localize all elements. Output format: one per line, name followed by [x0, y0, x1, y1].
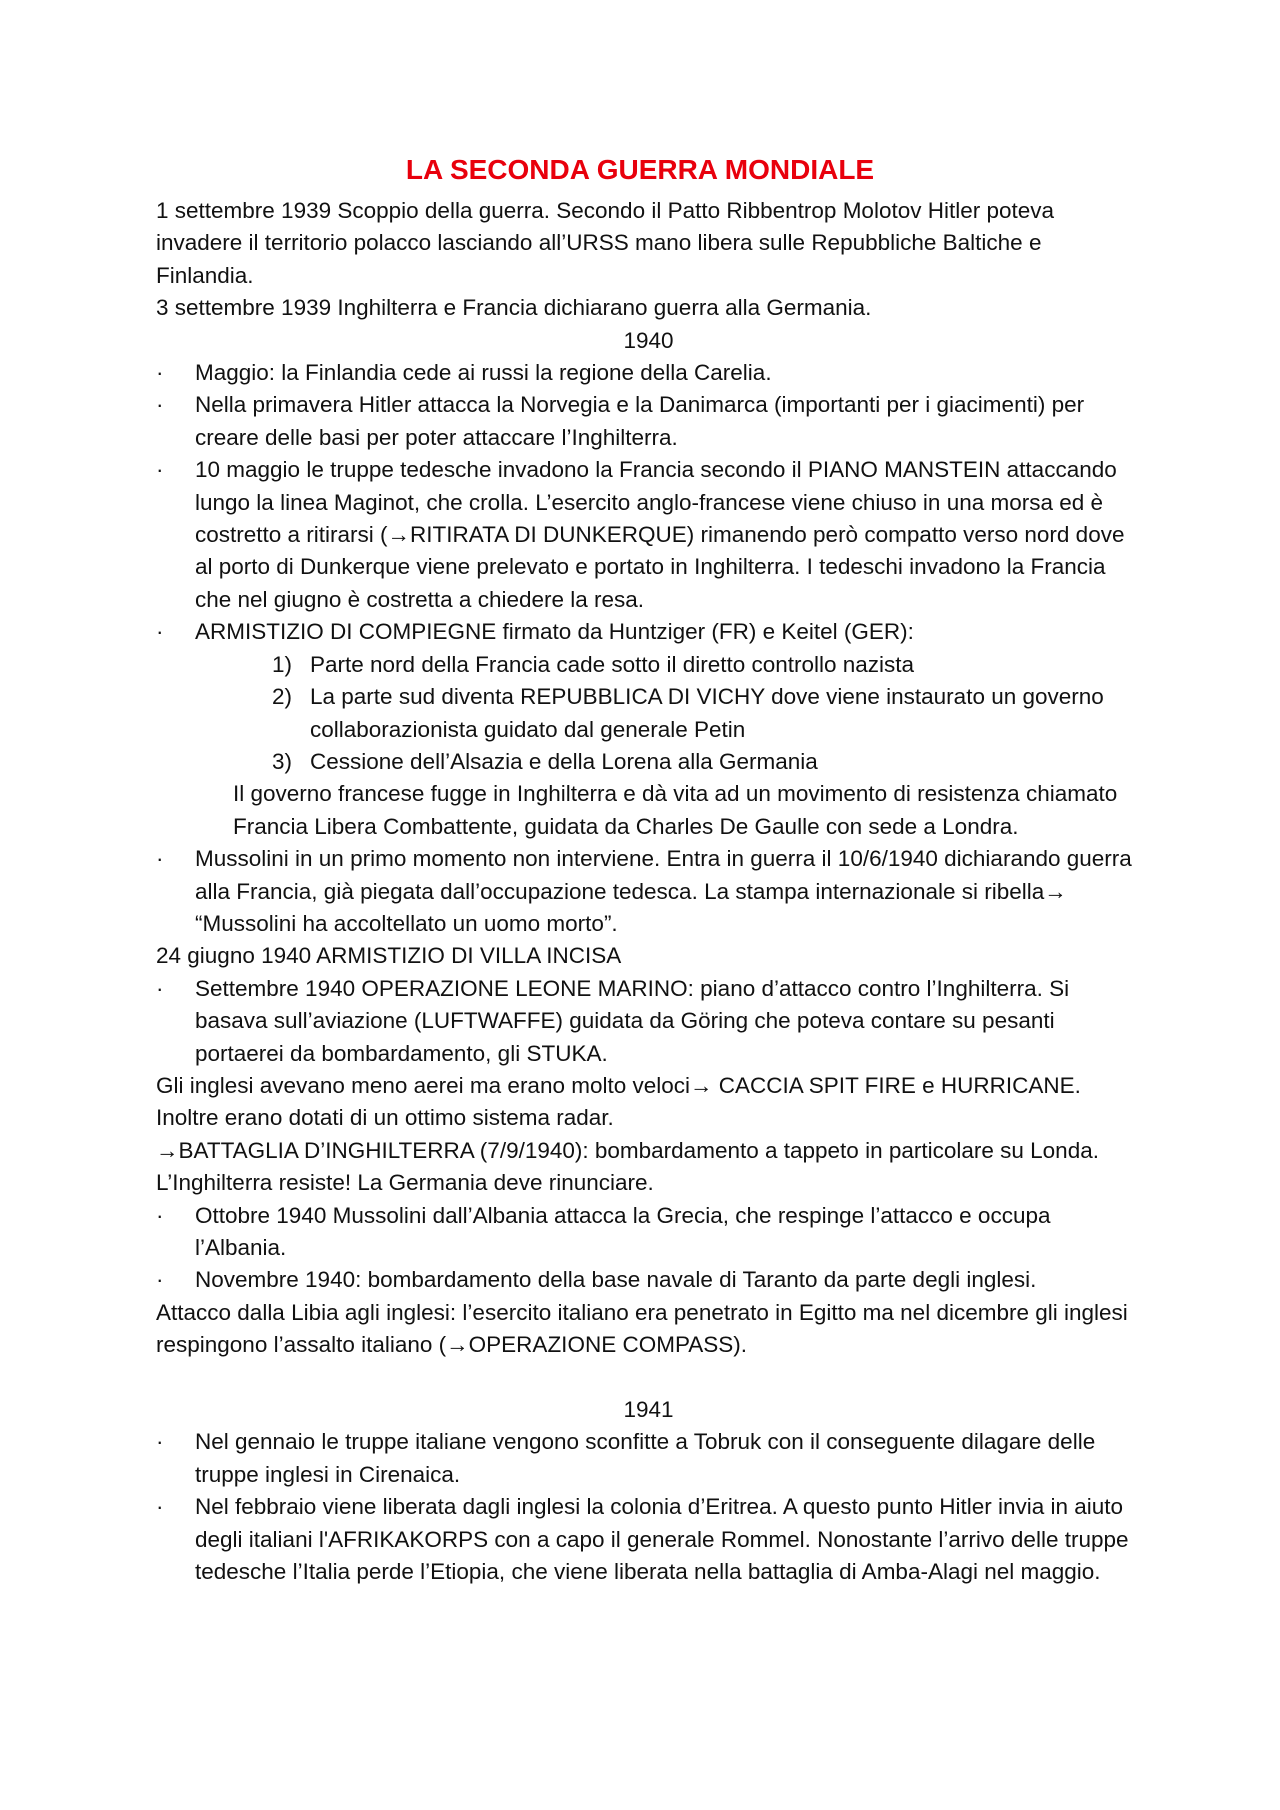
numbered-item-text: La parte sud diventa REPUBBLICA DI VICHY dove viene instaurato un governo collaborazionista guidato dal generale Petin: [310, 684, 1104, 742]
list-item-text: 10 maggio le truppe tedesche invadono la Francia secondo il PIANO MANSTEIN attaccando lungo la linea Maginot, che crolla. L’esercito anglo-francese viene chiuso in una morsa ed è costretto a ritirarsi (→RITIRATA DI DUNKERQUE) rimanendo però compatto verso nord dove al porto di Dunkerque viene prelevato e portato in Inghilterra. I tedeschi invadono la Francia che nel giugno è costretta a chiedere la resa.: [195, 457, 1125, 612]
bullet-icon: ·: [156, 1494, 164, 1520]
list-item: [156, 454, 1141, 616]
item-number: 3): [272, 748, 293, 774]
list-item: [156, 389, 1141, 454]
list-item-text: Mussolini in un primo momento non interviene. Entra in guerra il 10/6/1940 dichiarando guerra alla Francia, già piegata dall’occupazione tedesca. La stampa internazionale si ribella→ “Mussolini ha accoltellato un uomo morto”.: [195, 846, 1132, 936]
bullet-icon: ·: [156, 1429, 164, 1455]
year-heading-1941: 1941: [623, 1397, 674, 1423]
paragraph-inglesi: Gli inglesi avevano meno aerei ma erano molto veloci→ CACCIA SPIT FIRE e HURRICANE. Inoltre erano dotati di un ottimo sistema radar.: [156, 1072, 1081, 1131]
paragraph-villa-incisa: 24 giugno 1940 ARMISTIZIO DI VILLA INCISA: [156, 943, 622, 969]
numbered-item: [156, 746, 1141, 778]
list-item: [156, 1426, 1141, 1491]
list-item: [156, 616, 1141, 648]
list-item: [156, 1200, 1141, 1265]
list-item-text: Novembre 1940: bombardamento della base navale di Taranto da parte degli inglesi.: [195, 1267, 1037, 1293]
numbered-item-text: Cessione dell’Alsazia e della Lorena alla Germania: [310, 748, 818, 774]
paragraph-libia: Attacco dalla Libia agli inglesi: l’esercito italiano era penetrato in Egitto ma nel dicembre gli inglesi respingono l’assalto italiano (→OPERAZIONE COMPASS).: [156, 1299, 1128, 1358]
blank-line: [156, 1362, 1141, 1394]
numbered-item: [156, 649, 1141, 681]
list-item-text: Ottobre 1940 Mussolini dall’Albania attacca la Grecia, che respinge l’attacco e occupa l’Albania.: [195, 1202, 1051, 1260]
list-item-text: Nella primavera Hitler attacca la Norvegia e la Danimarca (importanti per i giacimenti) per creare delle basi per poter attaccare l’Inghilterra.: [195, 392, 1085, 450]
list-item: [156, 843, 1141, 940]
numbered-item-text: Parte nord della Francia cade sotto il diretto controllo nazista: [310, 651, 915, 677]
paragraph-intro-2: 3 settembre 1939 Inghilterra e Francia dichiarano guerra alla Germania.: [156, 295, 872, 321]
list-item-text: Maggio: la Finlandia cede ai russi la regione della Carelia.: [195, 360, 772, 386]
year-heading-1940: 1940: [623, 327, 674, 353]
page-title: LA SECONDA GUERRA MONDIALE: [405, 154, 875, 185]
list-item-text: ARMISTIZIO DI COMPIEGNE firmato da Huntziger (FR) e Keitel (GER):: [195, 619, 914, 645]
paragraph-battaglia: →BATTAGLIA D’INGHILTERRA (7/9/1940): bombardamento a tappeto in particolare su Londa. L’Inghilterra resiste! La Germania deve rinunciare.: [156, 1137, 1099, 1196]
bullet-icon: ·: [156, 1267, 164, 1293]
paragraph-intro-1: 1 settembre 1939 Scoppio della guerra. Secondo il Patto Ribbentrop Molotov Hitler poteva invadere il territorio polacco lasciando all’URSS mano libera sulle Repubbliche Baltiche e Finlandia.: [156, 198, 1055, 288]
list-item: [156, 973, 1141, 1070]
list-item: [156, 357, 1141, 389]
bullet-icon: ·: [156, 1202, 164, 1228]
list-item: [156, 1491, 1141, 1588]
bullet-icon: ·: [156, 975, 164, 1001]
document-body: [156, 195, 1141, 1588]
list-item-text: Nel febbraio viene liberata dagli inglesi la colonia d’Eritrea. A questo punto Hitler invia in aiuto degli italiani l'AFRIKAKORPS con a capo il generale Rommel. Nonostante l’arrivo delle truppe tedesche l’Italia perde l’Etiopia, che viene liberata nella battaglia di Amba-Alagi nel maggio.: [195, 1494, 1129, 1585]
list-item-text: Settembre 1940 OPERAZIONE LEONE MARINO: piano d’attacco contro l’Inghilterra. Si basava sull’aviazione (LUFTWAFFE) guidata da Göring che poteva contare su pesanti portaerei da bombardamento, gli STUKA.: [195, 975, 1070, 1066]
item-number: 2): [272, 684, 293, 710]
bullet-icon: ·: [156, 392, 164, 418]
bullet-icon: ·: [156, 619, 164, 645]
list-item-text: Nel gennaio le truppe italiane vengono sconfitte a Tobruk con il conseguente dilagare delle truppe inglesi in Cirenaica.: [195, 1429, 1096, 1487]
bullet-icon: ·: [156, 457, 164, 483]
numbered-item: [156, 681, 1141, 746]
paragraph-free-france: Il governo francese fugge in Inghilterra e dà vita ad un movimento di resistenza chiamato Francia Libera Combattente, guidata da Charles De Gaulle con sede a Londra.: [233, 781, 1118, 839]
list-item: [156, 1264, 1141, 1296]
bullet-icon: ·: [156, 846, 164, 872]
bullet-icon: ·: [156, 360, 164, 386]
item-number: 1): [272, 651, 293, 677]
